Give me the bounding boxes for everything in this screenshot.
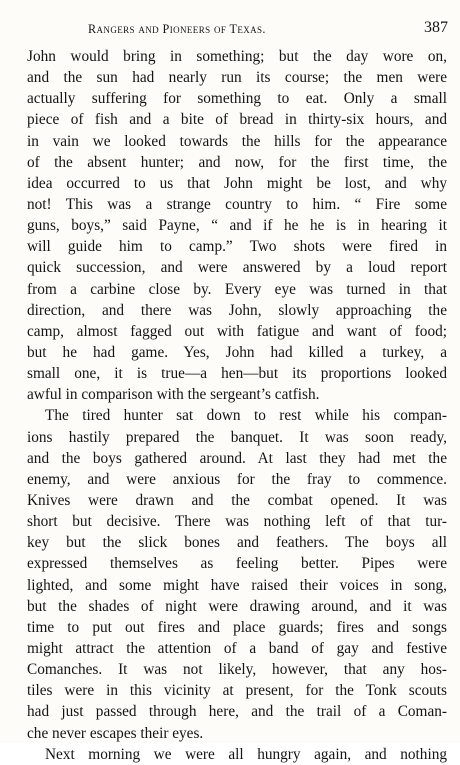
text-line: actually suffering for something to eat. Only a small <box>27 90 447 108</box>
text-line: idea occurred to us that John might be lost, and why <box>27 174 447 192</box>
text-line: short but decisive. There was nothing left of that tur- <box>27 513 447 531</box>
text-line: che never escapes their eyes. <box>27 724 204 742</box>
text-line: small one, it is true—a hen—but its proportions looked <box>27 365 447 383</box>
text-line: and the sun had nearly run its course; the men were <box>27 69 447 87</box>
text-line: of the absent hunter; and now, for the first time, the <box>27 153 447 171</box>
body-text <box>27 46 447 765</box>
text-line: but he had game. Yes, John had killed a turkey, a <box>27 343 447 361</box>
text-line: Comanches. It was not likely, however, that any hos- <box>27 661 447 679</box>
text-line: not! This was a strange country to him. “ Fire some <box>27 195 447 213</box>
text-line: The tired hunter sat down to rest while his compan- <box>45 407 447 425</box>
running-title: Rangers and Pioneers of Texas. <box>88 22 266 36</box>
text-line: time to put out fires and place guards; fires and songs <box>27 618 447 636</box>
text-line: from a carbine close by. Every eye was turned in that <box>27 280 447 298</box>
text-line: expressed themselves as feeling better. Pipes were <box>27 555 447 573</box>
text-line: might attract the attention of a band of gay and festive <box>27 639 447 657</box>
text-line: and the boys gathered around. At last they had met the <box>27 449 447 467</box>
text-line: John would bring in something; but the day wore on, <box>27 48 447 65</box>
text-line: quick succession, and were answered by a loud report <box>27 259 447 277</box>
text-line: awful in comparison with the sergeant’s catfish. <box>27 386 320 404</box>
text-line: had just passed through here, and the trail of a Coman- <box>27 703 447 721</box>
text-line: tiles were in this vicinity at present, for the Tonk scouts <box>27 682 447 700</box>
text-line: piece of fish and a bite of bread in thirty-six hours, and <box>27 111 447 129</box>
running-head <box>56 20 450 40</box>
text-line: in vain we looked towards the hills for the appearance <box>27 132 447 150</box>
page-number: 387 <box>424 19 448 36</box>
text-line: key but the slick bones and feathers. The boys all <box>27 534 447 552</box>
text-line: will guide him to camp.” Two shots were fired in <box>27 238 447 256</box>
text-line: ions hastily prepared the banquet. It was soon ready, <box>27 428 447 446</box>
text-line: camp, almost fagged out with fatigue and want of food; <box>27 322 447 340</box>
text-line: but the shades of night were drawing around, and it was <box>27 597 447 615</box>
text-line: lighted, and some might have raised their voices in song, <box>27 576 447 594</box>
text-line: enemy, and were anxious for the fray to commence. <box>27 470 447 488</box>
text-line: guns, boys,” said Payne, “ and if he he is in hearing it <box>27 217 447 235</box>
text-line: Knives were drawn and the combat opened. It was <box>27 491 447 509</box>
text-line: direction, and there was John, slowly approaching the <box>27 301 447 319</box>
text-line: Next morning we were all hungry again, and nothing <box>45 745 447 763</box>
